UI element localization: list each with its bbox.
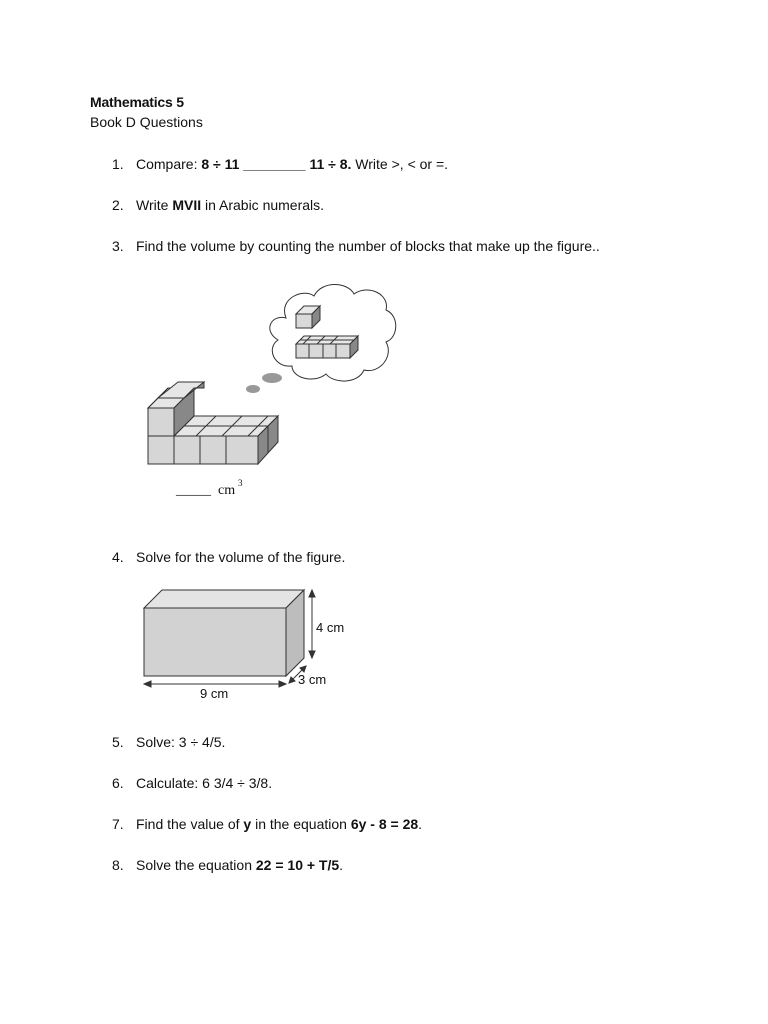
question-text: Find the value of	[136, 816, 244, 832]
question-text: Write	[136, 197, 173, 213]
question-text: Compare:	[136, 156, 202, 172]
question-text: Solve for the volume of the figure.	[136, 549, 346, 565]
question-3	[112, 238, 600, 254]
question-text: Solve the equation	[136, 857, 256, 873]
question-text-middle: in the equation	[251, 816, 351, 832]
question-text-suffix: Write >, < or =.	[351, 156, 449, 172]
question-number: 7.	[112, 816, 124, 832]
question-1	[112, 156, 448, 172]
question-bold: MVII	[172, 197, 202, 213]
question-bold-equation: 6y - 8 = 28	[350, 816, 419, 832]
thought-cloud	[270, 285, 396, 382]
prism-depth-label: 3 cm	[298, 672, 327, 687]
question-bold: 8 ÷ 11 ________ 11 ÷ 8.	[201, 156, 352, 172]
question-8	[112, 857, 343, 873]
cloud-layer	[296, 336, 358, 358]
question-number: 2.	[112, 197, 124, 213]
thought-bubble-large	[262, 373, 282, 383]
question-number: 3.	[112, 238, 124, 254]
question-6	[112, 775, 272, 791]
thought-bubble-small	[246, 385, 260, 393]
prism-figure	[136, 580, 358, 712]
question-bold-variable: y	[243, 816, 252, 832]
prism-front-face	[144, 608, 286, 676]
prism-height-label: 4 cm	[316, 620, 345, 635]
question-text-suffix: in Arabic numerals.	[201, 197, 325, 213]
question-bold-equation: 22 = 10 + T/5	[255, 857, 340, 873]
question-text: Solve: 3 ÷ 4/5.	[136, 734, 226, 750]
question-4	[112, 549, 345, 565]
question-7	[112, 816, 422, 832]
question-text: Find the volume by counting the number of blocks that make up the figure..	[136, 238, 600, 254]
prism-length-label: 9 cm	[200, 686, 229, 701]
blocks-figure	[136, 278, 401, 504]
question-number: 4.	[112, 549, 124, 565]
blocks-answer-unit-exp: 3	[238, 478, 243, 488]
main-block-figure	[148, 382, 278, 464]
question-number: 1.	[112, 156, 124, 172]
question-text-suffix: .	[418, 816, 423, 832]
worksheet-subtitle: Book D Questions	[90, 114, 203, 130]
prism-top-face	[144, 590, 304, 608]
question-text: Calculate: 6 3/4 ÷ 3/8.	[136, 775, 273, 791]
worksheet-title: Mathematics 5	[90, 94, 184, 110]
question-5	[112, 734, 225, 750]
question-number: 6.	[112, 775, 124, 791]
blocks-answer-blank: _____	[176, 483, 211, 498]
question-number: 5.	[112, 734, 124, 750]
blocks-answer-unit: cm	[218, 483, 236, 498]
question-text-suffix: .	[339, 857, 344, 873]
question-2	[112, 197, 324, 213]
question-number: 8.	[112, 857, 124, 873]
